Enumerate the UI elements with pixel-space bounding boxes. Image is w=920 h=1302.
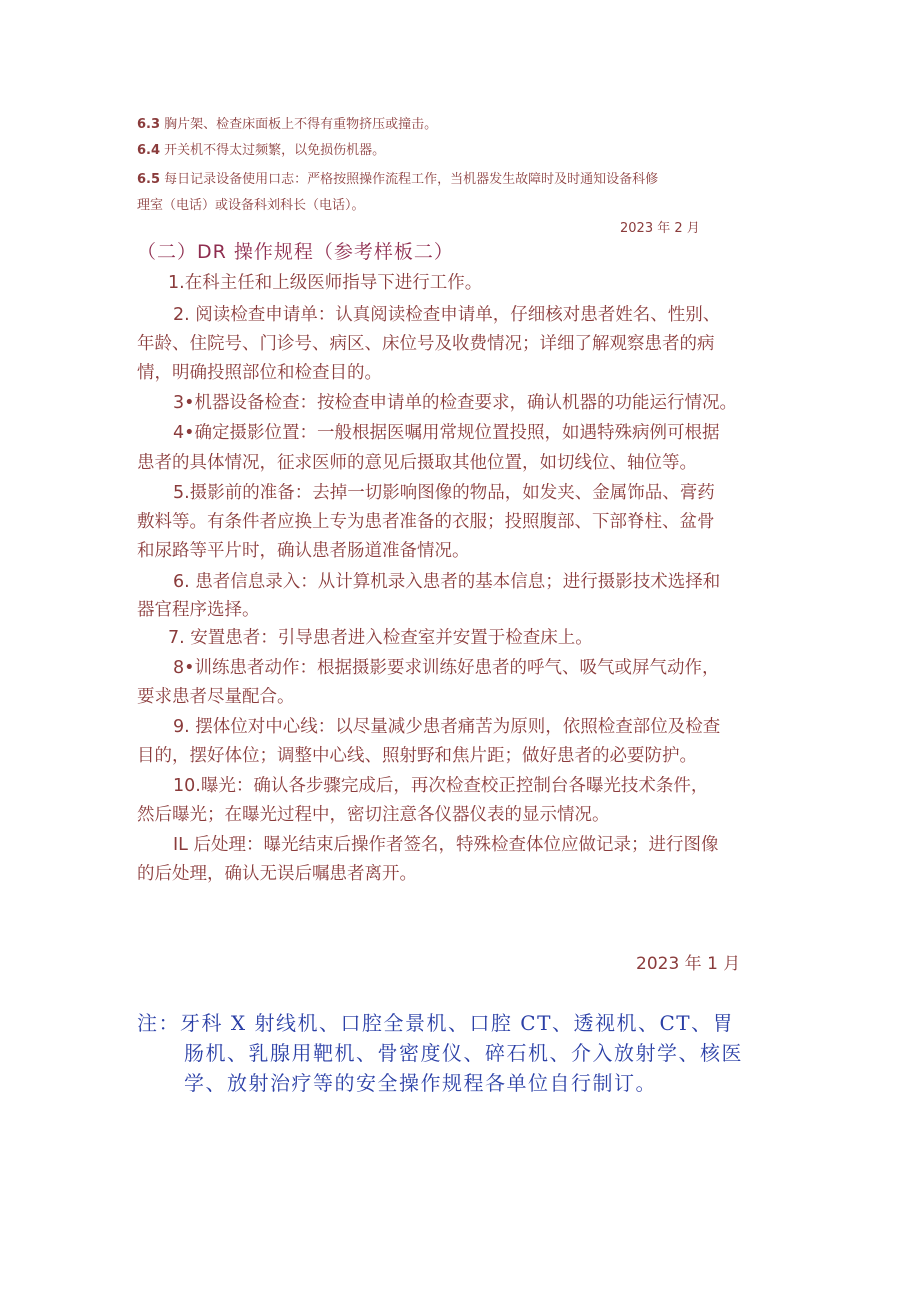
section-2-line: 2. 阅读检查申请单：认真阅读检查申请单，仔细核对患者姓名、性别、 xyxy=(173,305,721,325)
item-6-4-text: 开关机不得太过频繁，以免损伤机器。 xyxy=(164,143,386,158)
item-6-5-text-line1: 每日记录设备使用口志：严格按照操作流程工作，当机器发生故障时及时通知设备科修 xyxy=(164,172,659,187)
section-2-line: 器官程序选择。 xyxy=(137,600,260,620)
item-6-5-line2 xyxy=(137,197,365,215)
note-line-2: 肠机、乳腺用靶机、骨密度仪、碎石机、介入放射学、核医 xyxy=(184,1041,743,1065)
item-6-5-text-line2: 理室（电话）或设备科刘科长（电话）。 xyxy=(137,198,365,213)
section-2-line: 1.在科主任和上级医师指导下进行工作。 xyxy=(168,273,483,293)
note-line-3: 学、放射治疗等的安全操作规程各单位自行制订。 xyxy=(184,1071,657,1095)
section-2-line: 患者的具体情况，征求医师的意见后摄取其他位置，如切线位、轴位等。 xyxy=(137,453,697,473)
note-line-1: 注：牙科 X 射线机、口腔全景机、口腔 CT、透视机、CT、胃 xyxy=(137,1011,735,1035)
item-6-3-number: 6.3 xyxy=(137,117,161,132)
item-6-3 xyxy=(137,116,437,134)
item-6-4 xyxy=(137,142,385,160)
section-2-line: 然后曝光；在曝光过程中，密切注意各仪器仪表的显示情况。 xyxy=(137,805,610,825)
section-2-line: 4•确定摄影位置：一般根据医嘱用常规位置投照，如遇特殊病例可根据 xyxy=(173,423,720,443)
item-6-5-line1 xyxy=(137,171,658,189)
item-6-3-text: 胸片架、检查床面板上不得有重物挤压或撞击。 xyxy=(164,117,438,132)
section-2-line: 的后处理，确认无误后嘱患者离开。 xyxy=(137,864,417,884)
section-2-line: 敷料等。有条件者应换上专为患者准备的衣服；投照腹部、下部脊柱、盆骨 xyxy=(137,512,715,532)
item-6-4-number: 6.4 xyxy=(137,143,161,158)
section-2-line: 8•训练患者动作：根据摄影要求训练好患者的呼气、吸气或屏气动作， xyxy=(173,658,720,678)
section-2-line: 和尿路等平片时，确认患者肠道准备情况。 xyxy=(137,541,470,561)
item-6-5-number: 6.5 xyxy=(137,172,161,187)
section-2-date: 2023 年 1 月 xyxy=(636,954,741,974)
section-2-line: 7. 安置患者：引导患者进入检查室并安置于检查床上。 xyxy=(168,628,593,648)
section-2-line: 年龄、住院号、门诊号、病区、床位号及收费情况；详细了解观察患者的病 xyxy=(137,334,715,354)
section-2-title: （二）DR 操作规程（参考样板二） xyxy=(137,241,454,263)
section-2-line: 5.摄影前的准备：去掉一切影响图像的物品，如发夹、金属饰品、膏药 xyxy=(173,483,715,503)
section-2-line: 情，明确投照部位和检查目的。 xyxy=(137,363,382,383)
section-2-line: 10.曝光：确认各步骤完成后，再次检查校正控制台各曝光技术条件， xyxy=(173,776,709,796)
section-2-line: 6. 患者信息录入：从计算机录入患者的基本信息；进行摄影技术选择和 xyxy=(173,572,721,592)
section-2-line: IL 后处理：曝光结束后操作者签名，特殊检查体位应做记录；进行图像 xyxy=(173,835,719,855)
section-2-line: 目的，摆好体位；调整中心线、照射野和焦片距；做好患者的必要防护。 xyxy=(137,746,697,766)
section-6-date: 2023 年 2 月 xyxy=(620,221,700,236)
section-2-line: 3•机器设备检查：按检查申请单的检查要求，确认机器的功能运行情况。 xyxy=(173,393,737,413)
section-2-line: 9. 摆体位对中心线：以尽量减少患者痛苦为原则，依照检查部位及检查 xyxy=(173,717,721,737)
section-2-line: 要求患者尽量配合。 xyxy=(137,687,295,707)
